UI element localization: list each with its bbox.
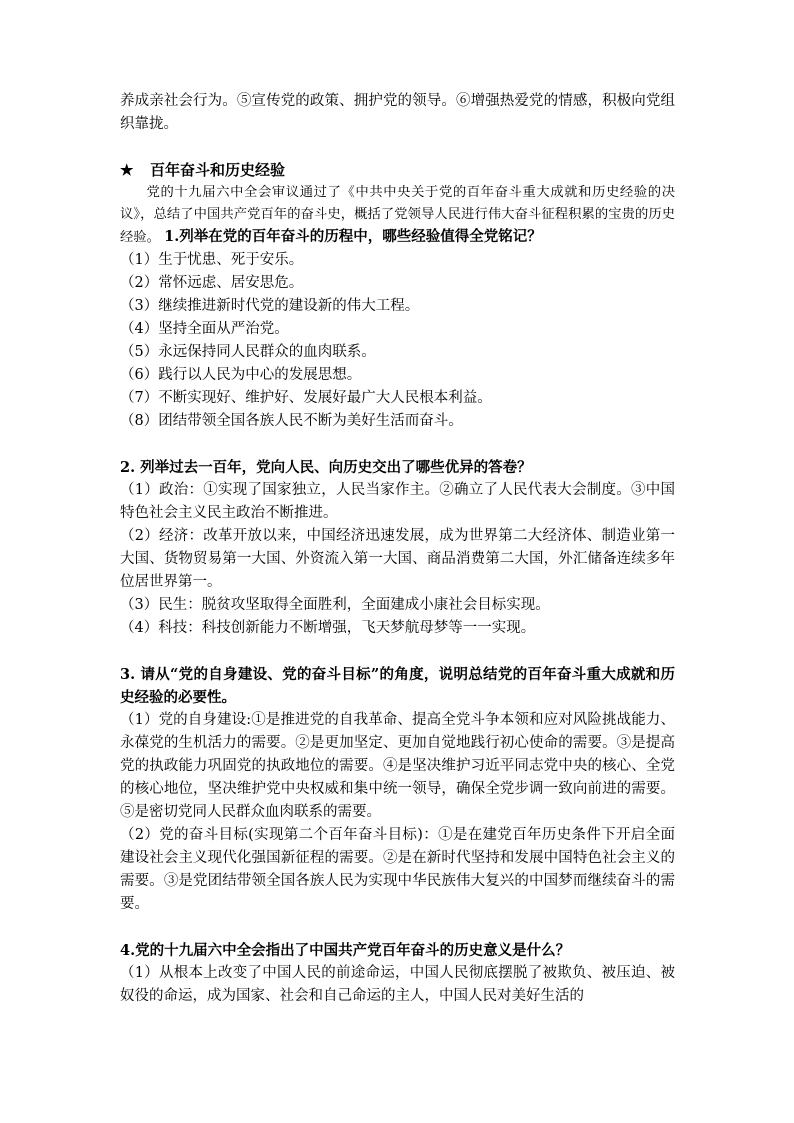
- intro-text: 党的十九届六中全会审议通过了《中共中央关于党的百年奋斗重大成就和历史经验的决议》，总结了中国共产党百年的奋斗史，概括了党领导人民进行伟大奋斗征程积累的宝贵的历史经验。: [120, 185, 675, 245]
- list-item: （1）党的自身建设:①是推进党的自我革命、提高全党斗争本领和应对风险挑战能力、永葆党的生机活力的需要。②是更加坚定、更加自觉地践行初心使命的需要。③是提高党的执政能力巩固党的执政地位的需要。④是坚决维护习近平同志党中央的核心、全党的核心地位，坚决维护党中央权威和集中统一领导，确保全党步调一致向前进的需要。⑤是密切党同人民群众血肉联系的需要。: [120, 712, 675, 820]
- spacer: [120, 136, 675, 159]
- list-item: （1）政治：①实现了国家独立，人民当家作主。②确立了人民代表大会制度。③中国特色社会主义民主政治不断推进。: [120, 482, 675, 521]
- section-heading: [120, 159, 675, 182]
- question-2: 2. 列举过去一百年，党向人民、向历史交出了哪些优异的答卷？: [120, 459, 532, 476]
- spacer: [120, 916, 675, 939]
- list-item: （8）团结带领全国各族人民不断为美好生活而奋斗。: [120, 413, 463, 429]
- list-item: （2）党的奋斗目标(实现第二个百年奋斗目标)：①是在建党百年历史条件下开启全面建设社会主义现代化强国新征程的需要。②是在新时代坚持和发展中国特色社会主义的需要。③是党团结带领全国各族人民为实现中华民族伟大复兴的中国梦而继续奋斗的需要。: [120, 827, 675, 912]
- list-item: （1）从根本上改变了中国人民的前途命运，中国人民彻底摆脱了被欺负、被压迫、被奴役的命运，成为国家、社会和自己命运的主人，中国人民对美好生活的: [120, 965, 675, 1004]
- question-1: 1.列举在党的百年奋斗的历程中，哪些经验值得全党铭记？: [164, 228, 542, 245]
- list-item: （4）科技：科技创新能力不断增强，飞天梦航母梦等一一实现。: [120, 620, 536, 636]
- section-title: 百年奋斗和历史经验: [150, 161, 286, 179]
- list-item: （2）常怀远虑、居安思危。: [120, 275, 304, 291]
- list-item: （7）不断实现好、维护好、发展好最广大人民根本利益。: [120, 390, 492, 406]
- list-item: （4）坚持全面从严治党。: [120, 321, 289, 337]
- document-body: [120, 90, 675, 1008]
- spacer: [120, 640, 675, 663]
- q4-answer-list: [120, 962, 675, 1008]
- list-item: （6）践行以人民为中心的发展思想。: [120, 367, 362, 383]
- q1-answer-list: [120, 249, 675, 433]
- question-3: 3. 请从“党的自身建设、党的奋斗目标”的角度，说明总结党的百年奋斗重大成就和历史经验的必要性。: [120, 666, 675, 706]
- section-intro: [120, 182, 675, 249]
- list-item: （2）经济：改革开放以来，中国经济迅速发展，成为世界第二大经济体、制造业第一大国、货物贸易第一大国、外资流入第一大国、商品消费第二大国，外汇储备连续多年位居世界第一。: [120, 528, 675, 590]
- question-4: 4.党的十九届六中全会指出了中国共产党百年奋斗的历史意义是什么？: [120, 942, 571, 959]
- list-item: （3）民生：脱贫攻坚取得全面胜利，全面建成小康社会目标实现。: [120, 597, 550, 613]
- q3-answer-list: [120, 709, 675, 916]
- list-item: （3）继续推进新时代党的建设新的伟大工程。: [120, 298, 420, 314]
- star-icon: ★: [120, 161, 134, 179]
- list-item: （5）永远保持同人民群众的血肉联系。: [120, 344, 376, 360]
- list-item: （1）生于忧患、死于安乐。: [120, 252, 304, 268]
- q2-answer-list: [120, 479, 675, 640]
- spacer: [120, 433, 675, 456]
- lead-paragraph: 养成亲社会行为。⑤宣传党的政策、拥护党的领导。⑥增强热爱党的情感，积极向党组织靠拢。: [120, 93, 675, 132]
